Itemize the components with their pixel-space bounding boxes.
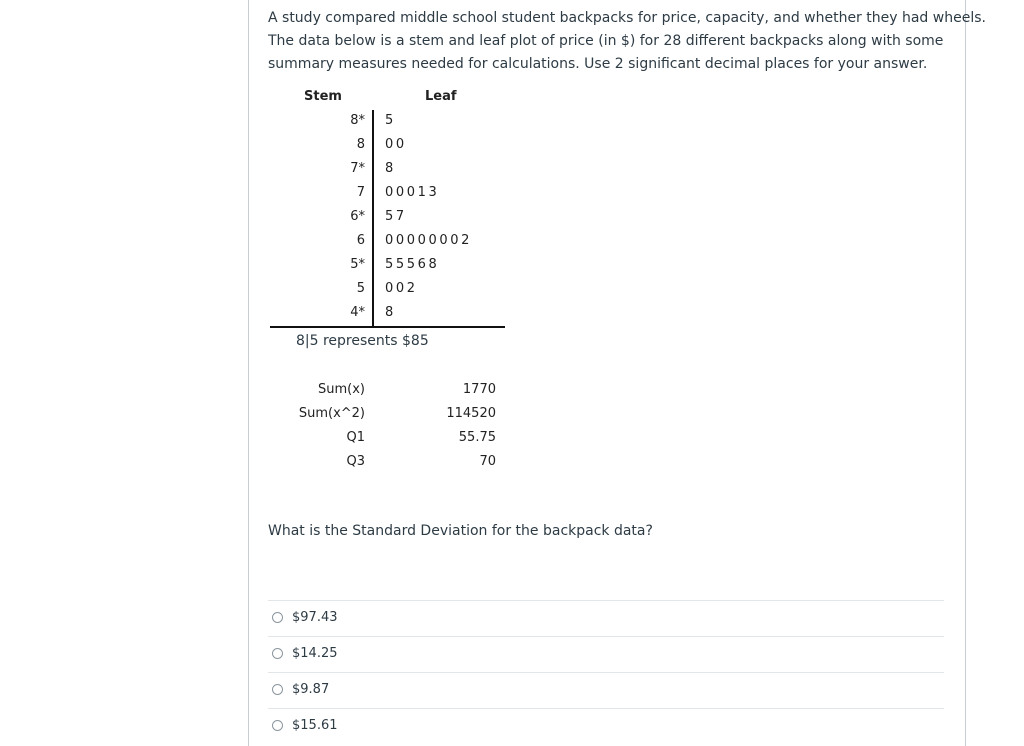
leaf-cell: 55568 — [385, 257, 440, 272]
stem-cell: 6 — [356, 233, 365, 248]
summary-value: 1770 — [462, 382, 496, 397]
stem-cell: 5* — [350, 257, 365, 272]
leaf-cell: 00 — [385, 137, 407, 152]
stem-cell: 7 — [356, 185, 365, 200]
radio-button[interactable] — [272, 648, 283, 659]
radio-button[interactable] — [272, 684, 283, 695]
stem-leaf-divider — [372, 110, 374, 328]
question-intro-line-1: A study compared middle school student backpacks for price, capacity, and whether they had wheels. — [268, 10, 986, 26]
answer-option-label: $15.61 — [292, 718, 338, 733]
answer-option-label: $14.25 — [292, 646, 338, 661]
radio-button[interactable] — [272, 720, 283, 731]
summary-label: Q3 — [346, 454, 365, 469]
leaf-cell: 00000002 — [385, 233, 472, 248]
leaf-cell: 8 — [385, 161, 396, 176]
radio-button[interactable] — [272, 612, 283, 623]
stem-cell: 4* — [350, 305, 365, 320]
stem-leaf-key: 8|5 represents $85 — [296, 333, 429, 349]
question-prompt: What is the Standard Deviation for the backpack data? — [268, 523, 653, 539]
answer-option[interactable] — [268, 601, 944, 637]
stem-cell: 6* — [350, 209, 365, 224]
stem-cell: 7* — [350, 161, 365, 176]
answer-option[interactable] — [268, 709, 944, 745]
summary-value: 55.75 — [458, 430, 496, 445]
answer-option[interactable] — [268, 637, 944, 673]
stem-cell: 5 — [356, 281, 365, 296]
question-intro-line-2: The data below is a stem and leaf plot of price (in $) for 28 different backpacks along with some — [268, 33, 944, 49]
summary-label: Sum(x^2) — [298, 406, 365, 421]
stem-cell: 8 — [356, 137, 365, 152]
answer-option[interactable] — [268, 673, 944, 709]
leaf-cell: 8 — [385, 305, 396, 320]
leaf-cell: 5 — [385, 113, 396, 128]
summary-label: Q1 — [346, 430, 365, 445]
summary-value: 114520 — [446, 406, 496, 421]
question-intro-line-3: summary measures needed for calculations. Use 2 significant decimal places for your answer. — [268, 56, 928, 72]
stem-header: Stem — [304, 89, 342, 104]
summary-value: 70 — [479, 454, 496, 469]
leaf-cell: 002 — [385, 281, 418, 296]
leaf-cell: 57 — [385, 209, 407, 224]
summary-label: Sum(x) — [318, 382, 365, 397]
stem-cell: 8* — [350, 113, 365, 128]
leaf-header: Leaf — [425, 89, 457, 104]
answer-option-label: $97.43 — [292, 610, 338, 625]
stem-leaf-baseline — [270, 326, 505, 328]
leaf-cell: 00013 — [385, 185, 440, 200]
answer-option-label: $9.87 — [292, 682, 330, 697]
